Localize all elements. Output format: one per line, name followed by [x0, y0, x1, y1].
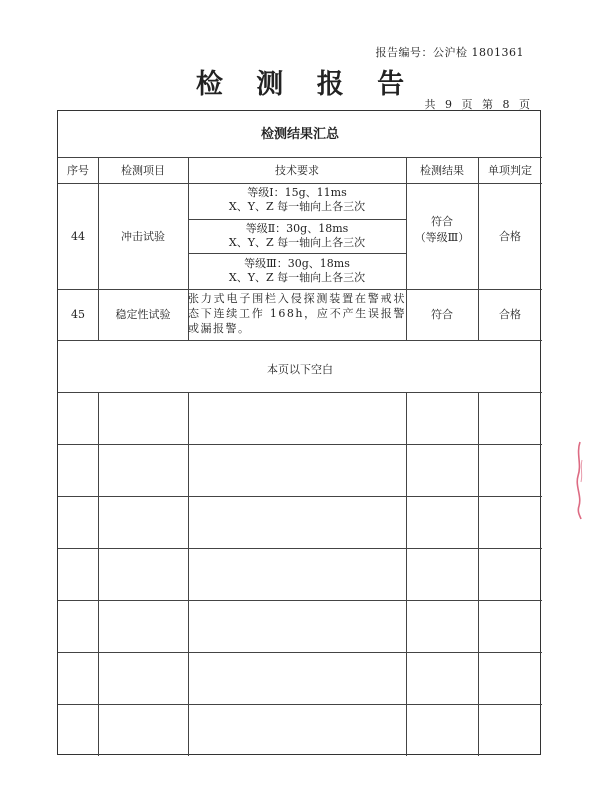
requirement-grade-2	[188, 222, 406, 250]
column-header-judgement: 单项判定	[488, 163, 532, 177]
column-header-result: 检测结果	[420, 163, 464, 177]
test-result: 符合	[431, 308, 453, 321]
grade-spec: 等级Ⅲ：30g、18ms	[244, 257, 350, 270]
column-header-item: 检测项目	[121, 163, 165, 177]
results-table	[57, 110, 541, 755]
judgement: 合格	[499, 229, 521, 243]
judgement: 合格	[499, 308, 521, 321]
grade-detail: X、Y、Z 每一轴向上各三次	[228, 200, 366, 213]
row-divider	[58, 444, 542, 445]
test-result: 符合	[431, 215, 453, 228]
seal-stamp-fragment	[574, 440, 584, 520]
row-number: 45	[71, 308, 85, 321]
row-divider	[188, 219, 406, 220]
row-divider	[188, 253, 406, 254]
requirement-text: 张力式电子围栏入侵探测装置在警戒状态下连续工作 168h，应不产生误报警或漏报警。	[188, 292, 406, 335]
document-title: 检 测 报 告	[195, 69, 417, 100]
row-divider	[58, 600, 542, 601]
test-item: 稳定性试验	[115, 308, 171, 321]
column-header-no: 序号	[67, 163, 89, 177]
grade-detail: X、Y、Z 每一轴向上各三次	[228, 271, 366, 284]
row-divider	[58, 548, 542, 549]
requirement-grade-1	[188, 186, 406, 214]
column-divider	[406, 392, 407, 756]
row-divider	[58, 340, 542, 341]
test-item: 冲击试验	[121, 229, 165, 243]
row-divider	[58, 496, 542, 497]
grade-detail: X、Y、Z 每一轴向上各三次	[228, 236, 366, 249]
row-divider	[58, 652, 542, 653]
row-divider	[58, 392, 542, 393]
column-header-requirement: 技术要求	[275, 163, 319, 177]
requirement-grade-3	[188, 257, 406, 285]
row-number: 44	[71, 229, 85, 243]
test-result-grade: （等级Ⅲ）	[414, 231, 470, 244]
column-divider	[478, 392, 479, 756]
blank-below-note: 本页以下空白	[267, 362, 333, 376]
report-number: 报告编号：公沪检 1801361	[375, 46, 524, 59]
grade-spec: 等级Ⅱ：30g、18ms	[245, 222, 349, 235]
row-divider	[58, 704, 542, 705]
grade-spec: 等级Ⅰ：15g、11ms	[247, 186, 347, 199]
column-divider	[98, 392, 99, 756]
column-divider	[188, 392, 189, 756]
page-info: 共 9 页 第 8 页	[424, 98, 530, 111]
summary-title: 检测结果汇总	[260, 126, 339, 142]
